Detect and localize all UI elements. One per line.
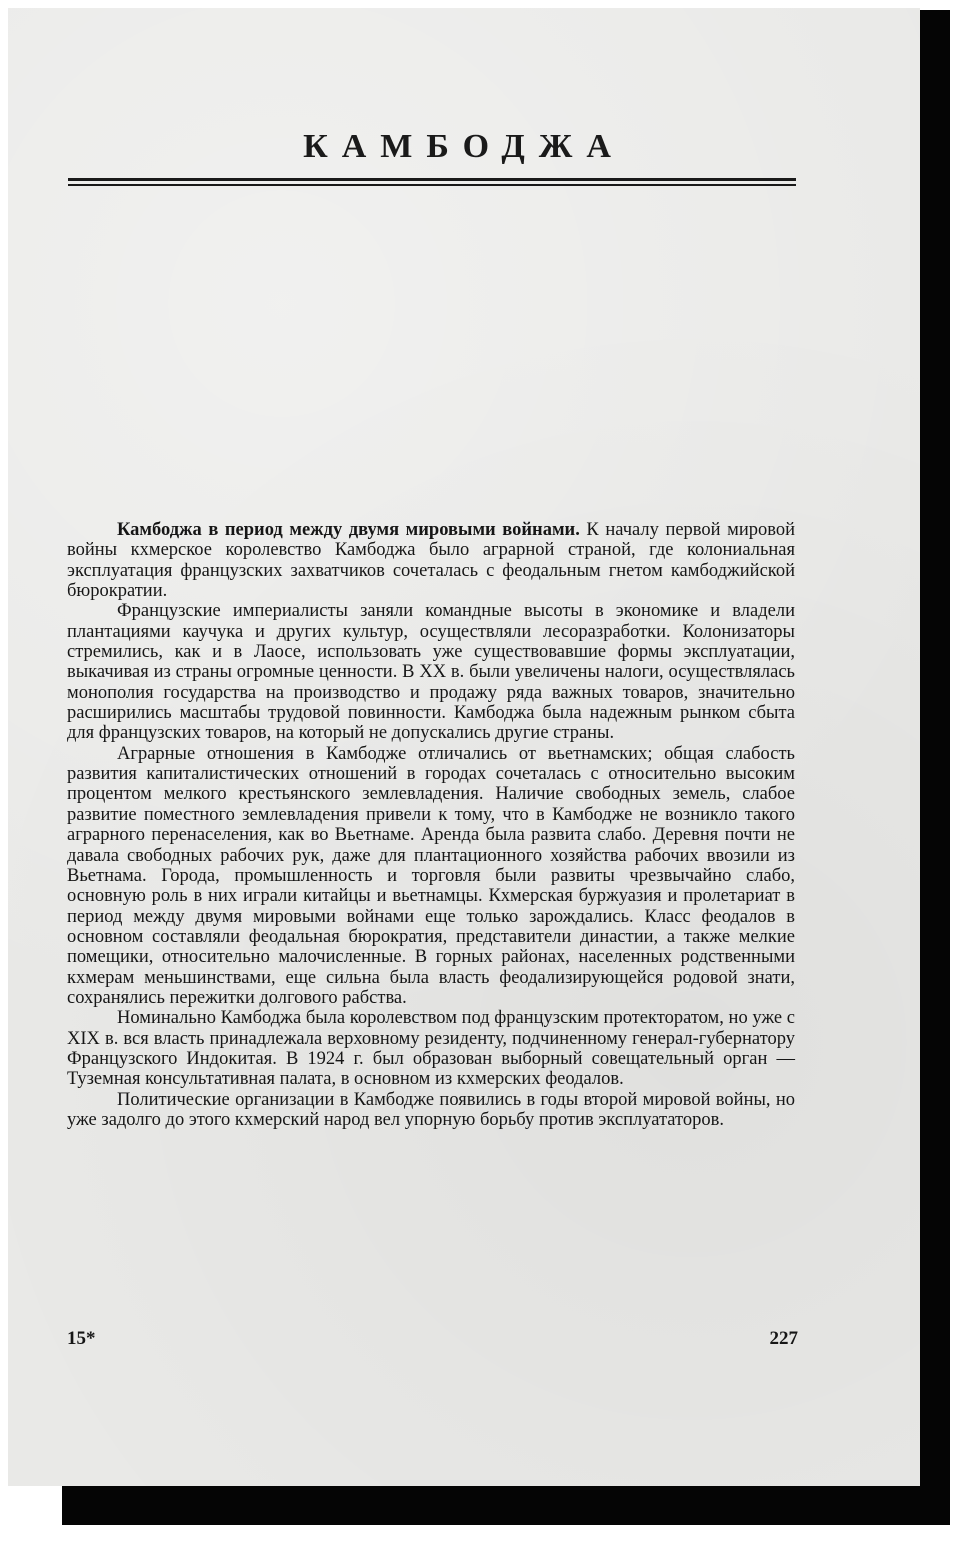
chapter-title: КАМБОДЖА — [303, 128, 625, 165]
paragraph — [67, 744, 795, 1008]
paragraph-text: Французские империалисты заняли командные высоты в экономике и владели плантациями каучука и других культур, осуществляли лесоразработки. Колонизаторы стремились, как и в Лаосе, использовать уже существовавшие формы эксплуатации, выкачивая из страны огромные ценности. В XX в. были увеличены налоги, осуществлялась монополия государства на производство и продажу ряда важных товаров, значительно расширились масштабы трудовой повинности. Камбоджа была надежным рынком сбыта для французских товаров, на который не допускались другие страны. — [67, 601, 795, 744]
title-rule-lower — [68, 184, 796, 186]
body-text — [67, 520, 795, 1130]
page-number: 227 — [769, 1328, 798, 1349]
paragraph — [67, 520, 795, 601]
paragraph-lead: Камбоджа в период между двумя мировыми войнами. — [117, 520, 580, 540]
paragraph-text: Аграрные отношения в Камбодже отличались от вьетнамских; общая слабость развития капиталистических отношений в городах сочеталась с относительно высоким процентом мелкого крестьянского землевладения. Наличие свободных земель, слабое развитие поместного землевладения привели к тому, что в Камбодже не возникло такого аграрного перенаселения, как во Вьетнаме. Аренда была развита слабо. Деревня почти не давала свободных рабочих рук, даже для плантационного хозяйства рабочих ввозили из Вьетнама. Города, промышленность и торговля были развиты чрезвычайно слабо, основную роль в них играли китайцы и вьетнамцы. Кхмерская буржуазия и пролетариат в период между двумя мировыми войнами еще только зарождались. Класс феодалов в основном составляли феодальная бюрократия, представители династии, а также мелкие помещики, относительно малочисленные. В горных районах, населенных родственными кхмерам меньшинствами, еще сильна была власть феодализирующейся родовой знати, сохранялись пережитки долгового рабства. — [67, 743, 795, 1008]
paragraph-text: К началу первой мировой войны кхмерское королевство Камбоджа было аграрной страной, где колониальная эксплуатация французских захватчиков сочеталась с феодальным гнетом камбоджийской бюрократии. — [67, 520, 795, 602]
scan-shadow-bottom — [62, 1480, 950, 1525]
paragraph — [67, 601, 795, 743]
paragraph-text: Политические организации в Камбодже появились в годы второй мировой войны, но уже задолго до этого кхмерский народ вел упорную борьбу против эксплуататоров. — [67, 1089, 795, 1130]
book-page — [8, 8, 920, 1486]
paragraph — [67, 1008, 795, 1089]
signature-mark: 15* — [67, 1328, 96, 1349]
paragraph-text: Номинально Камбоджа была королевством под французским протекторатом, но уже с XIX в. вся власть принадлежала верховному резиденту, подчиненному генерал-губернатору Французского Индокитая. В 1924 г. был образован выборный совещательный орган — Туземная консультативная палата, в основном из кхмерских феодалов. — [67, 1008, 795, 1090]
title-rule-upper — [68, 178, 796, 181]
paragraph — [67, 1090, 795, 1131]
